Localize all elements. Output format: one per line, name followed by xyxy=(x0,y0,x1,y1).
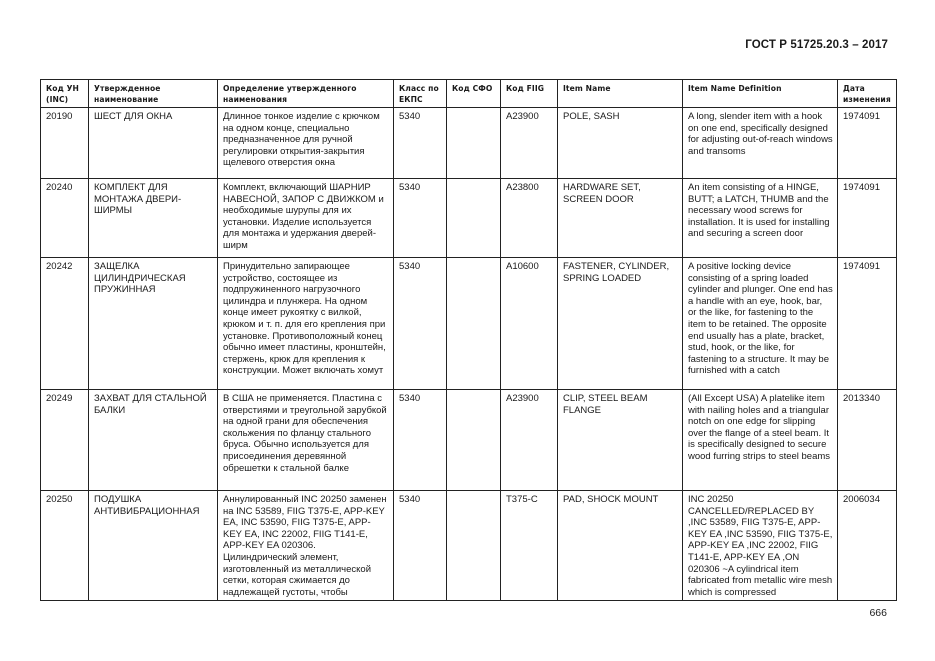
cell-item-name: FASTENER, CYLINDER, SPRING LOADED xyxy=(558,258,683,390)
cell-definition-en: A positive locking device consisting of a spring loaded cylinder and plunger. One end has a handle with an eye, hook, bar, or the like, for fastening to the item to be retained. The opposite end usually has a plate, bracket, stud, hook, or the like, for fastening to a structure. It may be furnished with a catch xyxy=(683,258,838,390)
column-header-item-name-definition: Item Name Definition xyxy=(683,80,838,108)
cell-definition-ru: Комплект, включающий ШАРНИР НАВЕСНОЙ, ЗАПОР С ДВИЖКОМ и необходимые шурупы для их установки. Изделие используется для монтажа и удержания дверей-ширм xyxy=(218,179,394,258)
column-header-inc: Код УН (INC) xyxy=(41,80,89,108)
cell-date: 2013340 xyxy=(838,390,897,491)
cell-sfo xyxy=(447,491,501,601)
cell-fiig: A10600 xyxy=(501,258,558,390)
cell-item-name: PAD, SHOCK MOUNT xyxy=(558,491,683,601)
cell-inc: 20250 xyxy=(41,491,89,601)
table-header-row xyxy=(41,80,897,108)
cell-name-ru: ЗАЩЕЛКА ЦИЛИНДРИЧЕСКАЯ ПРУЖИННАЯ xyxy=(89,258,218,390)
cell-fiig: A23900 xyxy=(501,108,558,179)
column-header-item-name: Item Name xyxy=(558,80,683,108)
cell-inc: 20249 xyxy=(41,390,89,491)
cell-definition-en: An item consisting of a HINGE, BUTT; a LATCH, THUMB and the necessary wood screws for installation. It is used for installing and securing a screen door xyxy=(683,179,838,258)
cell-fiig: A23800 xyxy=(501,179,558,258)
column-header-sfo: Код СФО xyxy=(447,80,501,108)
page-number: 666 xyxy=(869,607,887,619)
cell-ekps: 5340 xyxy=(394,258,447,390)
cell-date: 1974091 xyxy=(838,258,897,390)
cell-fiig: A23900 xyxy=(501,390,558,491)
cell-sfo xyxy=(447,179,501,258)
cell-item-name: POLE, SASH xyxy=(558,108,683,179)
cell-name-ru: ЗАХВАТ ДЛЯ СТАЛЬНОЙ БАЛКИ xyxy=(89,390,218,491)
cell-inc: 20190 xyxy=(41,108,89,179)
cell-date: 1974091 xyxy=(838,108,897,179)
column-header-ekps: Класс по ЕКПС xyxy=(394,80,447,108)
cell-definition-ru: Длинное тонкое изделие с крючком на одном конце, специально предназначенное для ручной регулировки открытия-закрытия щелевого отверстия окна xyxy=(218,108,394,179)
cell-inc: 20240 xyxy=(41,179,89,258)
classification-table xyxy=(40,79,897,601)
cell-sfo xyxy=(447,390,501,491)
cell-item-name: CLIP, STEEL BEAM FLANGE xyxy=(558,390,683,491)
cell-definition-ru: В США не применяется. Пластина с отверстиями и треугольной зарубкой на одной грани для обеспечения скольжения по фланцу стального бруса. Обычно используется для присоединения деревянной обрешетки к стальной балке xyxy=(218,390,394,491)
column-header-definition-ru: Определение утвержденного наименования xyxy=(218,80,394,108)
cell-sfo xyxy=(447,108,501,179)
cell-definition-ru: Аннулированный INC 20250 заменен на INC 53589, FIIG T375-E, APP-KEY EA, INC 53590, FIIG T375-E, APP-KEY EA, INC 22002, FIIG T141-E, APP-KEY EA 020306. Цилиндрический элемент, изготовленный из металлической сетки, которая сжимается до надлежащей густоты, чтобы xyxy=(218,491,394,601)
cell-definition-en: (All Except USA) A platelike item with nailing holes and a triangular notch on one edge for slipping over the flange of a steel beam. It is specifically designed to secure wood furring strips to steel beams xyxy=(683,390,838,491)
cell-name-ru: КОМПЛЕКТ ДЛЯ МОНТАЖА ДВЕРИ-ШИРМЫ xyxy=(89,179,218,258)
column-header-name-ru: Утвержденное наименование xyxy=(89,80,218,108)
cell-name-ru: ШЕСТ ДЛЯ ОКНА xyxy=(89,108,218,179)
table-row xyxy=(41,108,897,179)
cell-ekps: 5340 xyxy=(394,108,447,179)
cell-ekps: 5340 xyxy=(394,179,447,258)
table-row xyxy=(41,179,897,258)
cell-sfo xyxy=(447,258,501,390)
document-standard-header: ГОСТ Р 51725.20.3 – 2017 xyxy=(745,39,888,51)
table-row xyxy=(41,258,897,390)
cell-date: 1974091 xyxy=(838,179,897,258)
cell-definition-en: A long, slender item with a hook on one end, specifically designed for adjusting out-of-reach windows and transoms xyxy=(683,108,838,179)
cell-fiig: T375-C xyxy=(501,491,558,601)
table-row xyxy=(41,491,897,601)
cell-item-name: HARDWARE SET, SCREEN DOOR xyxy=(558,179,683,258)
cell-definition-ru: Принудительно запирающее устройство, состоящее из подпружиненного нагрузочного цилиндра и плунжера. На одном конце имеет рукоятку с вилкой, крюком и т. п. для его крепления при установке. Противоположный конец обычно имеет пластины, кронштейн, стержень, крюк для крепления к конструкции. Может включать хомут xyxy=(218,258,394,390)
cell-ekps: 5340 xyxy=(394,491,447,601)
table-row xyxy=(41,390,897,491)
column-header-fiig: Код FIIG xyxy=(501,80,558,108)
column-header-date: Дата изменения xyxy=(838,80,897,108)
cell-definition-en: INC 20250 CANCELLED/REPLACED BY ,INC 53589, FIIG T375-E, APP-KEY EA ,INC 53590, FIIG T375-E, APP-KEY EA ,INC 22002, FIIG T141-E, APP-KEY EA ,ON 020306 ~A cylindrical item fabricated from metallic wire mesh which is compressed xyxy=(683,491,838,601)
cell-ekps: 5340 xyxy=(394,390,447,491)
cell-name-ru: ПОДУШКА АНТИВИБРАЦИОННАЯ xyxy=(89,491,218,601)
cell-date: 2006034 xyxy=(838,491,897,601)
cell-inc: 20242 xyxy=(41,258,89,390)
